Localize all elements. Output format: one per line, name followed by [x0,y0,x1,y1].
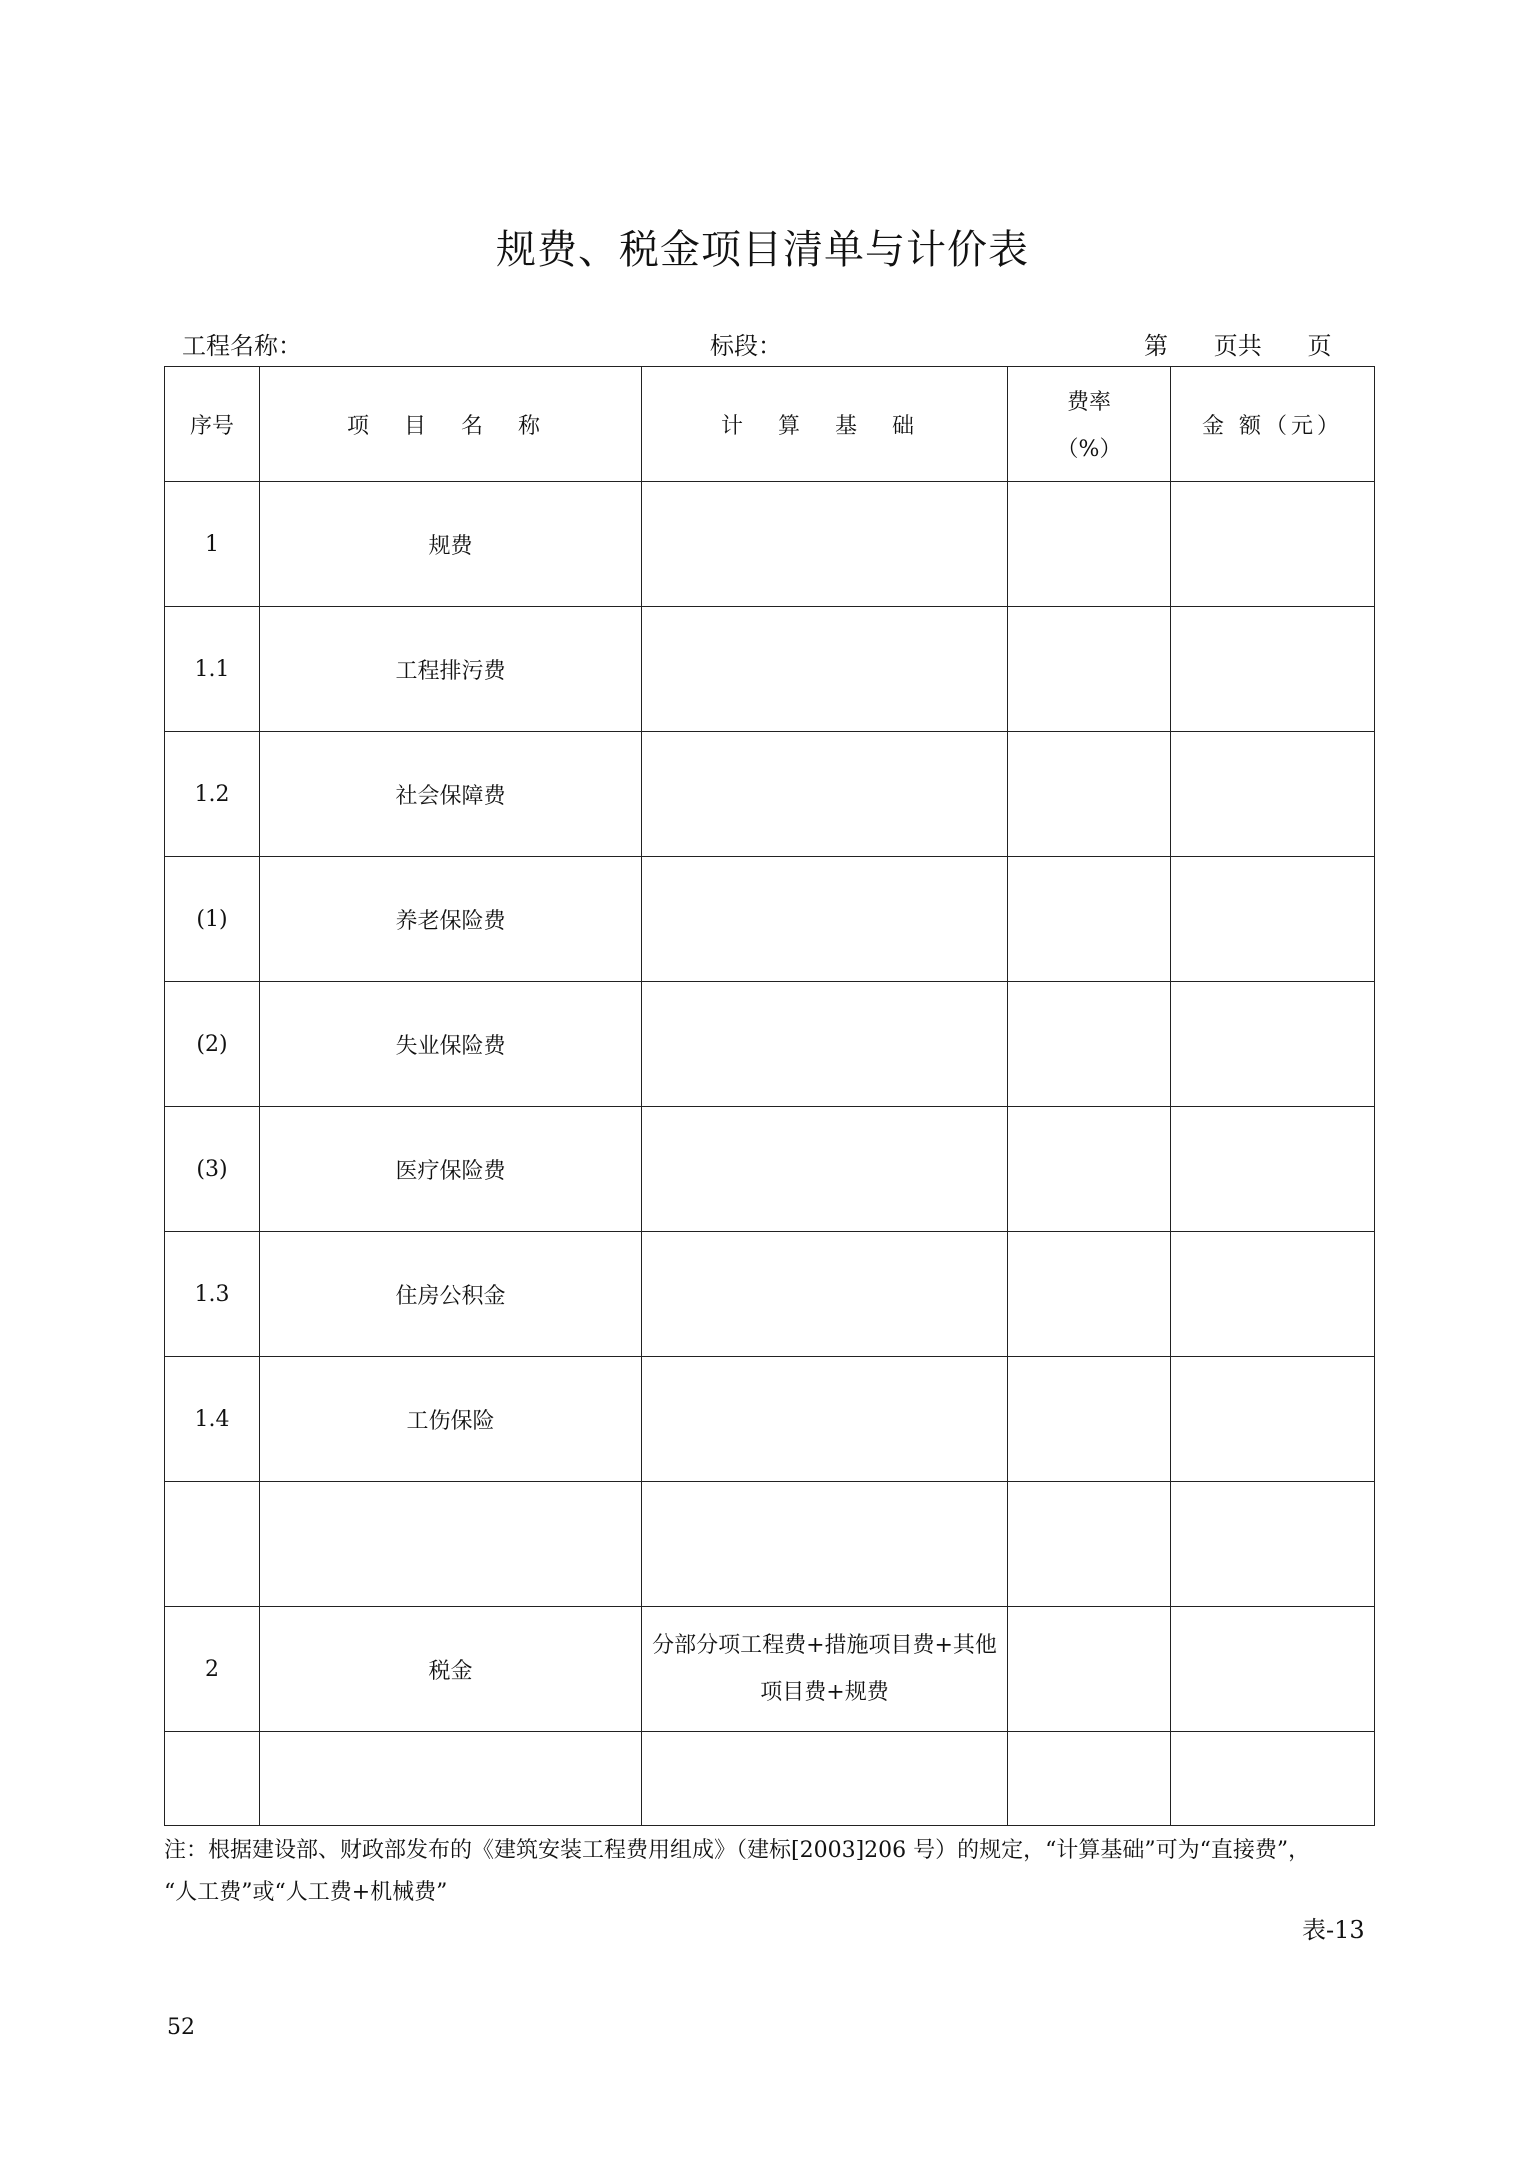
cell-amount [1171,1357,1375,1482]
cell-rate [1008,857,1171,982]
cell-item-name: 失业保险费 [260,982,642,1107]
cell-seq [165,1482,260,1607]
cell-rate [1008,1357,1171,1482]
col-header-calc-basis: 计 算 基 础 [642,367,1008,482]
cell-rate [1008,607,1171,732]
footnote-line-1: 注：根据建设部、财政部发布的《建筑安装工程费用组成》（建标[2003]206 号）的规定，“计算基础”可为“直接费”， [164,1838,1311,1863]
cell-rate [1008,1732,1171,1826]
cell-seq: (2) [165,982,260,1107]
cell-seq: (3) [165,1107,260,1232]
cell-item-name: 住房公积金 [260,1232,642,1357]
page-title: 规费、税金项目清单与计价表 [496,227,1029,273]
cell-calc-basis [642,1107,1008,1232]
cell-rate [1008,1482,1171,1607]
table-row [165,1107,1375,1232]
cell-seq: 1.4 [165,1357,260,1482]
table-row [165,1357,1375,1482]
cell-rate [1008,982,1171,1107]
cell-item-name: 养老保险费 [260,857,642,982]
cell-item-name [260,1482,642,1607]
cell-item-name: 医疗保险费 [260,1107,642,1232]
cell-amount [1171,1232,1375,1357]
section-label: 标段： [710,332,782,360]
cell-amount [1171,857,1375,982]
footnote-line-2: “人工费”或“人工费+机械费” [164,1880,448,1905]
cell-calc-basis: 分部分项工程费+措施项目费+其他项目费+规费 [642,1607,1008,1732]
cell-rate [1008,482,1171,607]
cell-calc-basis [642,482,1008,607]
cell-amount [1171,1482,1375,1607]
table-row [165,982,1375,1107]
cell-item-name: 税金 [260,1607,642,1732]
table-row [165,732,1375,857]
form-number: 表-13 [1302,1916,1365,1944]
table-row [165,1232,1375,1357]
table-row [165,1482,1375,1607]
cell-rate [1008,1107,1171,1232]
cell-amount [1171,1607,1375,1732]
page-count-label: 第 页共 页 [1144,332,1332,360]
cell-seq: 1.2 [165,732,260,857]
cell-calc-basis [642,1357,1008,1482]
col-header-seq: 序号 [165,367,260,482]
cell-rate [1008,1232,1171,1357]
col-header-amount: 金 额（元） [1171,367,1375,482]
cell-seq: 2 [165,1607,260,1732]
page-number: 52 [167,2015,195,2040]
cell-amount [1171,732,1375,857]
cell-calc-basis [642,1732,1008,1826]
fee-tax-table [164,366,1375,1826]
cell-seq: 1 [165,482,260,607]
cell-calc-basis [642,607,1008,732]
cell-calc-basis [642,1232,1008,1357]
cell-amount [1171,607,1375,732]
table-header-row [165,367,1375,482]
table-row [165,1732,1375,1826]
table-row [165,607,1375,732]
table-row [165,857,1375,982]
cell-item-name: 规费 [260,482,642,607]
table-row [165,482,1375,607]
cell-item-name: 工程排污费 [260,607,642,732]
project-name-label: 工程名称： [182,332,302,360]
cell-rate [1008,732,1171,857]
cell-item-name: 工伤保险 [260,1357,642,1482]
cell-amount [1171,482,1375,607]
cell-calc-basis [642,1482,1008,1607]
col-header-item-name: 项 目 名 称 [260,367,642,482]
col-header-rate [1008,367,1171,482]
cell-calc-basis [642,982,1008,1107]
cell-seq: (1) [165,857,260,982]
cell-item-name [260,1732,642,1826]
cell-calc-basis [642,857,1008,982]
cell-rate [1008,1607,1171,1732]
col-header-rate-line2: （%） [1056,437,1122,462]
footnote [164,1830,1384,1914]
cell-item-name: 社会保障费 [260,732,642,857]
table-row [165,1607,1375,1732]
cell-seq: 1.1 [165,607,260,732]
cell-amount [1171,1107,1375,1232]
cell-amount [1171,982,1375,1107]
col-header-rate-line1: 费率 [1066,390,1111,415]
cell-amount [1171,1732,1375,1826]
cell-seq: 1.3 [165,1232,260,1357]
cell-seq [165,1732,260,1826]
cell-calc-basis [642,732,1008,857]
